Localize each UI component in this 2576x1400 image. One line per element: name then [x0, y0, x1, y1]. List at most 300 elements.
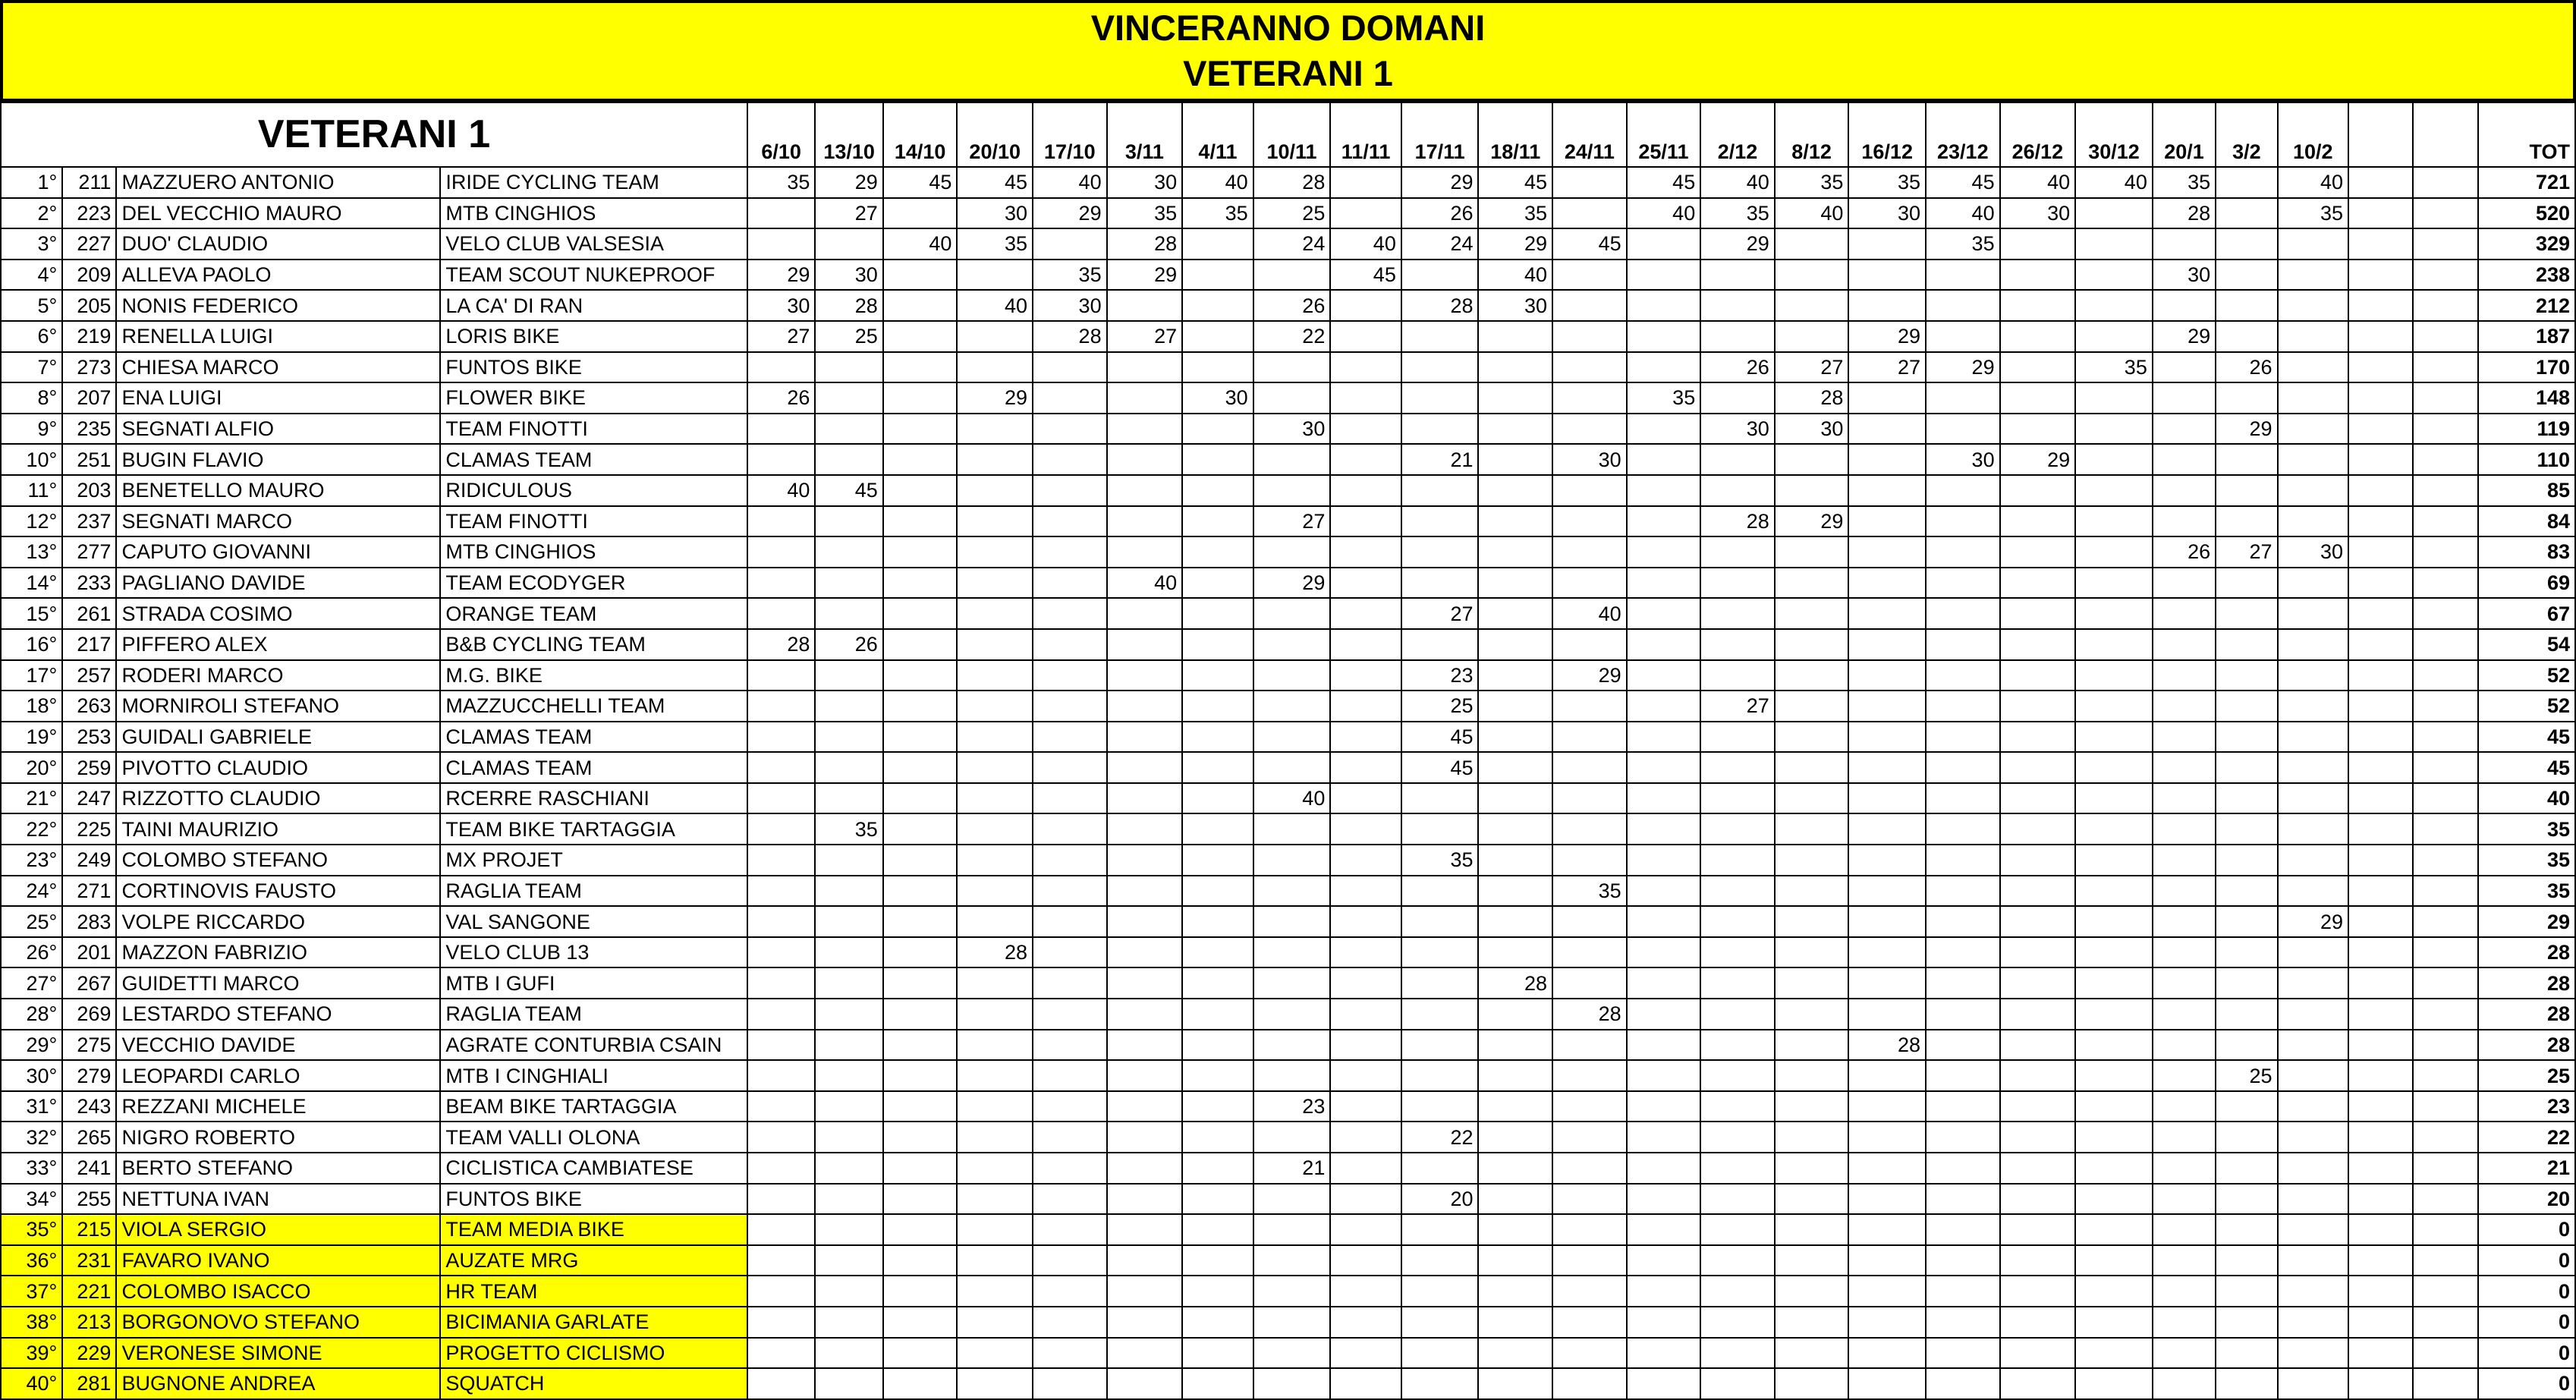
- points-cell: [2348, 1060, 2413, 1091]
- points-cell: [747, 813, 815, 845]
- rider-name-cell: NETTUNA IVAN: [116, 1184, 440, 1215]
- points-cell: 27: [1848, 352, 1926, 383]
- points-cell: [1401, 1153, 1479, 1184]
- points-cell: [1627, 1184, 1701, 1215]
- standings-table: [0, 102, 2576, 1400]
- rider-name-cell: DEL VECCHIO MAURO: [116, 198, 440, 229]
- points-cell: [1775, 813, 1849, 845]
- points-cell: [1552, 167, 1627, 198]
- points-cell: [2153, 1368, 2216, 1399]
- points-cell: [1330, 167, 1401, 198]
- points-cell: [883, 475, 958, 506]
- points-cell: [1627, 937, 1701, 968]
- points-cell: [957, 1276, 1033, 1307]
- points-cell: 40: [1033, 167, 1107, 198]
- points-cell: [747, 1030, 815, 1061]
- team-cell: LA CA' DI RAN: [440, 290, 747, 321]
- points-cell: [815, 783, 882, 814]
- points-cell: [2413, 228, 2477, 260]
- team-cell: SQUATCH: [440, 1368, 747, 1399]
- points-cell: 35: [1107, 198, 1183, 229]
- points-cell: [1107, 598, 1183, 629]
- points-cell: [883, 260, 958, 291]
- points-cell: [1253, 1030, 1331, 1061]
- points-cell: [2348, 167, 2413, 198]
- points-cell: 30: [1775, 414, 1849, 445]
- points-cell: [1775, 536, 1849, 568]
- points-cell: 23: [1401, 660, 1479, 691]
- points-cell: [747, 414, 815, 445]
- points-cell: [957, 1184, 1033, 1215]
- points-cell: [1401, 414, 1479, 445]
- points-cell: [957, 660, 1033, 691]
- points-cell: [883, 876, 958, 907]
- points-cell: [1033, 382, 1107, 414]
- table-row: [1, 752, 2575, 783]
- points-cell: [2278, 1030, 2349, 1061]
- banner-title: VINCERANNO DOMANI: [1090, 8, 1486, 48]
- points-cell: [1253, 1276, 1331, 1307]
- points-cell: [2075, 845, 2153, 876]
- points-cell: [883, 1276, 958, 1307]
- points-cell: [1182, 228, 1253, 260]
- bib-number-cell: 273: [62, 352, 116, 383]
- points-cell: [1478, 1245, 1552, 1276]
- team-cell: CLAMAS TEAM: [440, 722, 747, 753]
- points-cell: [1033, 1184, 1107, 1215]
- table-row: [1, 1153, 2575, 1184]
- points-cell: [1700, 444, 1775, 475]
- team-cell: ORANGE TEAM: [440, 598, 747, 629]
- points-cell: [1848, 1091, 1926, 1122]
- points-cell: [2278, 352, 2349, 383]
- points-cell: [2348, 845, 2413, 876]
- header-row: [1, 102, 2575, 167]
- points-cell: [1627, 1276, 1701, 1307]
- points-cell: 35: [2278, 198, 2349, 229]
- table-row: [1, 228, 2575, 260]
- points-cell: 29: [1775, 506, 1849, 537]
- points-cell: [1330, 382, 1401, 414]
- points-cell: [2348, 629, 2413, 660]
- points-cell: [1107, 906, 1183, 937]
- points-cell: [883, 321, 958, 352]
- points-cell: 29: [1848, 321, 1926, 352]
- rank-cell: 34°: [1, 1184, 62, 1215]
- total-cell: 22: [2478, 1122, 2575, 1153]
- points-cell: [1033, 906, 1107, 937]
- points-cell: [2278, 845, 2349, 876]
- points-cell: [883, 906, 958, 937]
- points-cell: [2075, 228, 2153, 260]
- points-cell: [2348, 1184, 2413, 1215]
- points-cell: [883, 444, 958, 475]
- points-cell: [1478, 568, 1552, 599]
- total-cell: 45: [2478, 752, 2575, 783]
- points-cell: [1926, 629, 2000, 660]
- points-cell: [957, 845, 1033, 876]
- points-cell: [1330, 937, 1401, 968]
- bib-number-cell: 279: [62, 1060, 116, 1091]
- points-cell: [2348, 598, 2413, 629]
- points-cell: [2348, 1307, 2413, 1338]
- points-cell: 40: [1700, 167, 1775, 198]
- points-cell: [1926, 506, 2000, 537]
- points-cell: [747, 691, 815, 722]
- points-cell: [2348, 382, 2413, 414]
- points-cell: [1033, 660, 1107, 691]
- team-cell: RCERRE RASCHIANI: [440, 783, 747, 814]
- points-cell: [1182, 722, 1253, 753]
- table-row: [1, 876, 2575, 907]
- points-cell: [1848, 660, 1926, 691]
- points-cell: [1478, 1060, 1552, 1091]
- points-cell: [1478, 506, 1552, 537]
- bib-number-cell: 261: [62, 598, 116, 629]
- rider-name-cell: VECCHIO DAVIDE: [116, 1030, 440, 1061]
- points-cell: [747, 228, 815, 260]
- points-cell: [1926, 290, 2000, 321]
- total-cell: 119: [2478, 414, 2575, 445]
- points-cell: [1775, 475, 1849, 506]
- points-cell: [2413, 1091, 2477, 1122]
- points-cell: [1330, 1184, 1401, 1215]
- points-cell: [1552, 1338, 1627, 1369]
- points-cell: [1182, 967, 1253, 999]
- points-cell: [1775, 1338, 1849, 1369]
- points-cell: [1107, 1184, 1183, 1215]
- points-cell: [1848, 290, 1926, 321]
- points-cell: [2216, 444, 2277, 475]
- points-cell: 28: [1478, 967, 1552, 999]
- points-cell: [2153, 475, 2216, 506]
- total-cell: 52: [2478, 691, 2575, 722]
- points-cell: 40: [1926, 198, 2000, 229]
- points-cell: [1107, 352, 1183, 383]
- points-cell: [1253, 1368, 1331, 1399]
- points-cell: [1552, 1122, 1627, 1153]
- points-cell: [815, 352, 882, 383]
- points-cell: [1253, 813, 1331, 845]
- points-cell: [2075, 568, 2153, 599]
- points-cell: [957, 536, 1033, 568]
- points-cell: [2413, 967, 2477, 999]
- points-cell: [1627, 568, 1701, 599]
- points-cell: 24: [1253, 228, 1331, 260]
- points-cell: [1478, 1338, 1552, 1369]
- points-cell: [1848, 845, 1926, 876]
- points-cell: [2000, 321, 2076, 352]
- date-header: 14/10: [883, 102, 958, 167]
- points-cell: [883, 382, 958, 414]
- rank-cell: 12°: [1, 506, 62, 537]
- points-cell: [1700, 876, 1775, 907]
- points-cell: [957, 475, 1033, 506]
- points-cell: [2278, 1214, 2349, 1245]
- points-cell: 45: [1478, 167, 1552, 198]
- team-cell: VELO CLUB VALSESIA: [440, 228, 747, 260]
- bib-number-cell: 237: [62, 506, 116, 537]
- total-cell: 20: [2478, 1184, 2575, 1215]
- points-cell: 25: [1253, 198, 1331, 229]
- points-cell: [883, 290, 958, 321]
- points-cell: 28: [1253, 167, 1331, 198]
- points-cell: [1775, 1091, 1849, 1122]
- points-cell: [1926, 967, 2000, 999]
- points-cell: [1627, 906, 1701, 937]
- points-cell: [1478, 1030, 1552, 1061]
- table-row: [1, 722, 2575, 753]
- points-cell: [1700, 1060, 1775, 1091]
- points-cell: [957, 906, 1033, 937]
- points-cell: [1700, 382, 1775, 414]
- points-cell: [2075, 198, 2153, 229]
- points-cell: [2348, 1368, 2413, 1399]
- points-cell: [1107, 536, 1183, 568]
- points-cell: 40: [883, 228, 958, 260]
- rank-cell: 6°: [1, 321, 62, 352]
- rider-name-cell: VIOLA SERGIO: [116, 1214, 440, 1245]
- points-cell: [2000, 1214, 2076, 1245]
- points-cell: [2413, 691, 2477, 722]
- rider-name-cell: PIVOTTO CLAUDIO: [116, 752, 440, 783]
- points-cell: 30: [1700, 414, 1775, 445]
- table-row: [1, 1214, 2575, 1245]
- points-cell: [1775, 598, 1849, 629]
- points-cell: [1627, 1153, 1701, 1184]
- points-cell: 29: [1478, 228, 1552, 260]
- points-cell: [2216, 1276, 2277, 1307]
- points-cell: [2216, 290, 2277, 321]
- bib-number-cell: 227: [62, 228, 116, 260]
- points-cell: [1926, 260, 2000, 291]
- total-cell: 25: [2478, 1060, 2575, 1091]
- total-cell: 54: [2478, 629, 2575, 660]
- points-cell: [1478, 1276, 1552, 1307]
- points-cell: [2000, 598, 2076, 629]
- points-cell: [2216, 906, 2277, 937]
- points-cell: 28: [1552, 999, 1627, 1030]
- points-cell: [747, 536, 815, 568]
- bib-number-cell: 263: [62, 691, 116, 722]
- points-cell: [1552, 752, 1627, 783]
- points-cell: [2000, 876, 2076, 907]
- bib-number-cell: 209: [62, 260, 116, 291]
- points-cell: [2153, 598, 2216, 629]
- rider-name-cell: GUIDETTI MARCO: [116, 967, 440, 999]
- points-cell: 25: [815, 321, 882, 352]
- points-cell: [1401, 813, 1479, 845]
- points-cell: [883, 352, 958, 383]
- rank-cell: 18°: [1, 691, 62, 722]
- points-cell: [957, 444, 1033, 475]
- points-cell: [1033, 783, 1107, 814]
- rank-cell: 15°: [1, 598, 62, 629]
- points-cell: [957, 352, 1033, 383]
- rider-name-cell: VERONESE SIMONE: [116, 1338, 440, 1369]
- points-cell: [1107, 629, 1183, 660]
- points-cell: [2348, 198, 2413, 229]
- points-cell: [2000, 845, 2076, 876]
- points-cell: [1330, 1122, 1401, 1153]
- points-cell: 29: [2153, 321, 2216, 352]
- points-cell: [2278, 444, 2349, 475]
- points-cell: [1775, 722, 1849, 753]
- points-cell: [1627, 260, 1701, 291]
- points-cell: [1401, 1091, 1479, 1122]
- points-cell: [957, 1091, 1033, 1122]
- date-header: 3/2: [2216, 102, 2277, 167]
- points-cell: 40: [957, 290, 1033, 321]
- points-cell: [1848, 722, 1926, 753]
- points-cell: [1253, 1060, 1331, 1091]
- points-cell: [1775, 260, 1849, 291]
- rider-name-cell: LEOPARDI CARLO: [116, 1060, 440, 1091]
- bib-number-cell: 259: [62, 752, 116, 783]
- points-cell: [747, 1091, 815, 1122]
- points-cell: [1848, 1060, 1926, 1091]
- points-cell: [747, 876, 815, 907]
- points-cell: [2075, 906, 2153, 937]
- points-cell: [1926, 876, 2000, 907]
- team-cell: MAZZUCCHELLI TEAM: [440, 691, 747, 722]
- points-cell: [1848, 937, 1926, 968]
- points-cell: [1107, 506, 1183, 537]
- points-cell: [2153, 752, 2216, 783]
- points-cell: [2413, 198, 2477, 229]
- points-cell: 29: [815, 167, 882, 198]
- points-cell: [747, 444, 815, 475]
- points-cell: [1401, 1245, 1479, 1276]
- points-cell: [1330, 999, 1401, 1030]
- rider-name-cell: NIGRO ROBERTO: [116, 1122, 440, 1153]
- bib-number-cell: 235: [62, 414, 116, 445]
- table-row: [1, 1338, 2575, 1369]
- points-cell: [1182, 1214, 1253, 1245]
- points-cell: [2278, 967, 2349, 999]
- team-cell: RIDICULOUS: [440, 475, 747, 506]
- points-cell: 30: [1033, 290, 1107, 321]
- table-row: [1, 1091, 2575, 1122]
- team-cell: CLAMAS TEAM: [440, 752, 747, 783]
- points-cell: 29: [1401, 167, 1479, 198]
- points-cell: [747, 1276, 815, 1307]
- points-cell: [2413, 568, 2477, 599]
- points-cell: [1700, 1214, 1775, 1245]
- points-cell: [2216, 382, 2277, 414]
- points-cell: [1775, 629, 1849, 660]
- points-cell: [1478, 1307, 1552, 1338]
- points-cell: [2413, 629, 2477, 660]
- points-cell: [1330, 536, 1401, 568]
- points-cell: [2075, 660, 2153, 691]
- points-cell: [1775, 1030, 1849, 1061]
- rank-cell: 7°: [1, 352, 62, 383]
- bib-number-cell: 257: [62, 660, 116, 691]
- points-cell: [2075, 1091, 2153, 1122]
- points-cell: [1926, 845, 2000, 876]
- points-cell: [1478, 937, 1552, 968]
- points-cell: [1253, 598, 1331, 629]
- points-cell: [1478, 1184, 1552, 1215]
- bib-number-cell: 229: [62, 1338, 116, 1369]
- bib-number-cell: 231: [62, 1245, 116, 1276]
- points-cell: [1182, 260, 1253, 291]
- points-cell: 28: [815, 290, 882, 321]
- points-cell: [2348, 414, 2413, 445]
- team-cell: VAL SANGONE: [440, 906, 747, 937]
- points-cell: [1700, 845, 1775, 876]
- points-cell: [1107, 783, 1183, 814]
- rider-name-cell: FAVARO IVANO: [116, 1245, 440, 1276]
- points-cell: [2348, 967, 2413, 999]
- points-cell: [1775, 228, 1849, 260]
- bib-number-cell: 267: [62, 967, 116, 999]
- points-cell: 40: [1330, 228, 1401, 260]
- rank-cell: 31°: [1, 1091, 62, 1122]
- table-row: [1, 382, 2575, 414]
- date-header: 13/10: [815, 102, 882, 167]
- points-cell: [1627, 536, 1701, 568]
- points-cell: [2278, 1307, 2349, 1338]
- points-cell: [1107, 414, 1183, 445]
- points-cell: [883, 813, 958, 845]
- rank-cell: 3°: [1, 228, 62, 260]
- points-cell: 30: [957, 198, 1033, 229]
- points-cell: [815, 1122, 882, 1153]
- points-cell: 24: [1401, 228, 1479, 260]
- points-cell: [1627, 783, 1701, 814]
- points-cell: [747, 1060, 815, 1091]
- table-row: [1, 598, 2575, 629]
- points-cell: [957, 722, 1033, 753]
- points-cell: [2216, 1091, 2277, 1122]
- points-cell: [1107, 722, 1183, 753]
- team-cell: MTB I GUFI: [440, 967, 747, 999]
- points-cell: [2000, 937, 2076, 968]
- points-cell: [747, 1153, 815, 1184]
- points-cell: [2216, 260, 2277, 291]
- points-cell: [1182, 352, 1253, 383]
- points-cell: [2348, 876, 2413, 907]
- date-header: 30/12: [2075, 102, 2153, 167]
- table-row: [1, 444, 2575, 475]
- rank-cell: 24°: [1, 876, 62, 907]
- points-cell: [1107, 1368, 1183, 1399]
- points-cell: [1107, 876, 1183, 907]
- team-cell: FLOWER BIKE: [440, 382, 747, 414]
- bib-number-cell: 247: [62, 783, 116, 814]
- points-cell: [2278, 506, 2349, 537]
- points-cell: 23: [1253, 1091, 1331, 1122]
- points-cell: [1330, 444, 1401, 475]
- points-cell: [1627, 444, 1701, 475]
- rank-cell: 10°: [1, 444, 62, 475]
- points-cell: [1107, 1245, 1183, 1276]
- points-cell: [815, 752, 882, 783]
- points-cell: [815, 506, 882, 537]
- points-cell: [747, 568, 815, 599]
- table-row: [1, 783, 2575, 814]
- points-cell: [2348, 1276, 2413, 1307]
- rank-cell: 37°: [1, 1276, 62, 1307]
- points-cell: [815, 937, 882, 968]
- points-cell: 26: [1700, 352, 1775, 383]
- points-cell: [2216, 475, 2277, 506]
- rank-cell: 27°: [1, 967, 62, 999]
- points-cell: [1848, 752, 1926, 783]
- points-cell: [1253, 722, 1331, 753]
